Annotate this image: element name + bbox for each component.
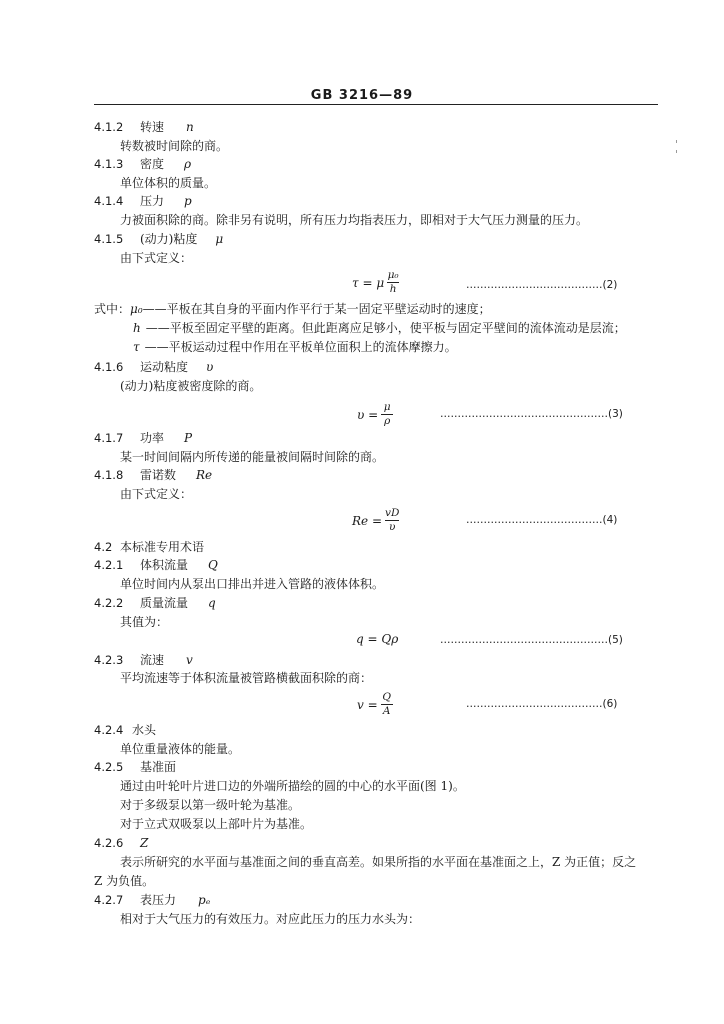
clause-4-2-6-definition-cont: Z 为负值。: [94, 874, 155, 888]
clause-term: 雷诺数: [140, 468, 177, 482]
clause-term: 压力: [140, 194, 165, 208]
clause-number: 4.1.5: [94, 232, 124, 246]
clause-number: 4.1.6: [94, 360, 124, 374]
scan-speck: [676, 140, 677, 143]
fraction: [381, 402, 393, 427]
section-4-2-heading: [94, 540, 204, 555]
fraction-numerator: Q: [382, 691, 391, 703]
clause-symbol: p: [184, 194, 192, 208]
clause-4-1-6-heading: [94, 360, 213, 375]
formula-3: [357, 402, 393, 427]
clause-4-1-5-definition: 由下式定义：: [120, 251, 193, 265]
formula-lhs: τ = μ: [352, 275, 385, 290]
clause-number: 4.2.3: [94, 653, 124, 667]
clause-number: 4.2.1: [94, 558, 124, 572]
clause-term: 体积流量: [140, 558, 189, 572]
clause-4-2-4-definition: 单位重量液体的能量。: [120, 742, 241, 756]
clause-number: 4.1.7: [94, 431, 124, 445]
clause-4-1-4-definition: 力被面积除的商。除非另有说明，所有压力均指表压力，即相对于大气压力测量的压力。: [120, 213, 589, 227]
clause-4-2-5-note-vertical: 对于立式双吸泵以上部叶片为基准。: [120, 817, 313, 831]
clause-4-1-5-heading: [94, 232, 223, 247]
clause-4-2-6-definition: 表示所研究的水平面与基准面之间的垂直高差。如果所指的水平面在基准面之上，Z 为正值；反之: [120, 855, 637, 869]
clause-number: 4.2.4: [94, 723, 124, 737]
fraction: [385, 508, 399, 533]
fraction: [381, 692, 393, 717]
clause-term: (动力)粘度: [140, 232, 198, 246]
clause-4-2-2-heading: [94, 596, 216, 611]
clause-symbol: P: [184, 431, 193, 445]
equation-number-4: …………………………………(4): [466, 514, 618, 526]
fraction-denominator: ρ: [384, 415, 391, 427]
clause-number: 4.2.2: [94, 596, 124, 610]
formula-6: [357, 692, 393, 717]
clause-symbol: Z: [140, 836, 149, 850]
clause-4-2-7-definition: 相对于大气压力的有效压力。对应此压力的压力水头为：: [120, 912, 421, 926]
where-line-1: [94, 302, 491, 317]
clause-4-1-3-heading: [94, 157, 191, 172]
clause-symbol: υ: [206, 360, 214, 374]
formula-equation: q = Qρ: [356, 632, 399, 646]
clause-4-2-5-note-multistage: 对于多级泵以第一级叶轮为基准。: [120, 798, 301, 812]
clause-4-1-4-heading: [94, 194, 192, 209]
clause-term: 质量流量: [140, 596, 189, 610]
where-line-2: [133, 321, 626, 336]
clause-4-1-2-heading: [94, 120, 194, 135]
clause-4-1-6-definition: (动力)粘度被密度除的商。: [120, 379, 262, 393]
clause-term: 表压力: [140, 893, 177, 907]
header-rule: [94, 104, 658, 105]
clause-4-2-5-definition: 通过由叶轮叶片进口边的外端所描绘的圆的中心的水平面(图 1)。: [120, 779, 465, 793]
formula-2: [352, 270, 399, 295]
clause-4-1-3-definition: 单位体积的质量。: [120, 176, 217, 190]
formula-4: [352, 508, 399, 533]
clause-number: 4.1.8: [94, 468, 124, 482]
clause-4-2-3-heading: [94, 653, 193, 668]
where-text: ——平板至固定平壁的距离。但此距离应足够小，使平板与固定平壁间的流体流动是层流；: [145, 321, 626, 335]
fraction-numerator: vD: [385, 507, 400, 519]
fraction-denominator: h: [389, 283, 397, 295]
where-symbol: μ₀: [130, 302, 143, 316]
clause-4-2-7-heading: [94, 893, 210, 908]
clause-4-1-7-heading: [94, 431, 192, 446]
fraction-numerator: μ₀: [387, 269, 399, 281]
fraction-denominator: A: [382, 705, 391, 717]
clause-4-1-7-definition: 某一时间间隔内所传递的能量被间隔时间除的商。: [120, 450, 385, 464]
formula-5: [356, 632, 398, 646]
clause-4-2-3-definition: 平均流速等于体积流量被管路横截面积除的商：: [120, 671, 373, 685]
clause-symbol: n: [186, 120, 194, 134]
where-symbol: h: [133, 321, 141, 335]
clause-4-1-2-definition: 转数被时间除的商。: [120, 139, 229, 153]
clause-number: 4.1.4: [94, 194, 124, 208]
clause-4-1-8-definition: 由下式定义：: [120, 487, 193, 501]
clause-4-2-4-heading: [94, 723, 156, 738]
section-title: 本标准专用术语: [120, 540, 205, 554]
where-text: ——平板运动过程中作用在平板单位面积上的流体摩擦力。: [144, 340, 457, 354]
clause-4-1-8-heading: [94, 468, 212, 483]
scan-speck: [676, 150, 677, 153]
where-line-3: [133, 340, 457, 355]
clause-term: 运动粘度: [140, 360, 189, 374]
clause-symbol: q: [208, 596, 216, 610]
clause-4-2-6-heading: [94, 836, 148, 851]
clause-4-2-5-heading: [94, 760, 176, 775]
clause-number: 4.2.7: [94, 893, 124, 907]
where-text: ——平板在其自身的平面内作平行于某一固定平壁运动时的速度；: [142, 302, 491, 316]
clause-4-2-1-heading: [94, 558, 218, 573]
fraction-numerator: μ: [383, 401, 391, 413]
equation-number-2: …………………………………(2): [466, 279, 618, 291]
section-number: 4.2: [94, 540, 113, 554]
document-code-header: GB 3216—89: [310, 88, 414, 103]
clause-symbol: Re: [196, 468, 213, 482]
clause-number: 4.1.3: [94, 157, 124, 171]
clause-symbol: v: [186, 653, 193, 667]
where-symbol: τ: [133, 340, 140, 354]
fraction-denominator: υ: [389, 521, 396, 533]
clause-number: 4.2.6: [94, 836, 124, 850]
clause-term: 转速: [140, 120, 165, 134]
fraction: [387, 270, 399, 295]
where-prefix: 式中：: [94, 302, 131, 316]
equation-number-5: …………………………………………(5): [440, 634, 623, 646]
formula-lhs: Re =: [352, 513, 383, 528]
clause-symbol: ρ: [184, 157, 192, 171]
clause-number: 4.2.5: [94, 760, 124, 774]
clause-symbol: Q: [208, 558, 218, 572]
equation-number-3: …………………………………………(3): [440, 408, 623, 420]
equation-number-6: …………………………………(6): [466, 698, 618, 710]
formula-lhs: v =: [357, 697, 378, 712]
clause-4-2-2-definition: 其值为：: [120, 615, 169, 629]
clause-term: 密度: [140, 157, 165, 171]
formula-lhs: υ =: [357, 407, 379, 422]
clause-term: 功率: [140, 431, 165, 445]
clause-symbol: pₑ: [198, 893, 211, 907]
clause-term: 流速: [140, 653, 165, 667]
clause-symbol: μ: [215, 232, 224, 246]
clause-number: 4.1.2: [94, 120, 124, 134]
clause-term: 基准面: [140, 760, 177, 774]
clause-term: 水头: [132, 723, 157, 737]
clause-4-2-1-definition: 单位时间内从泵出口排出并进入管路的液体体积。: [120, 577, 385, 591]
